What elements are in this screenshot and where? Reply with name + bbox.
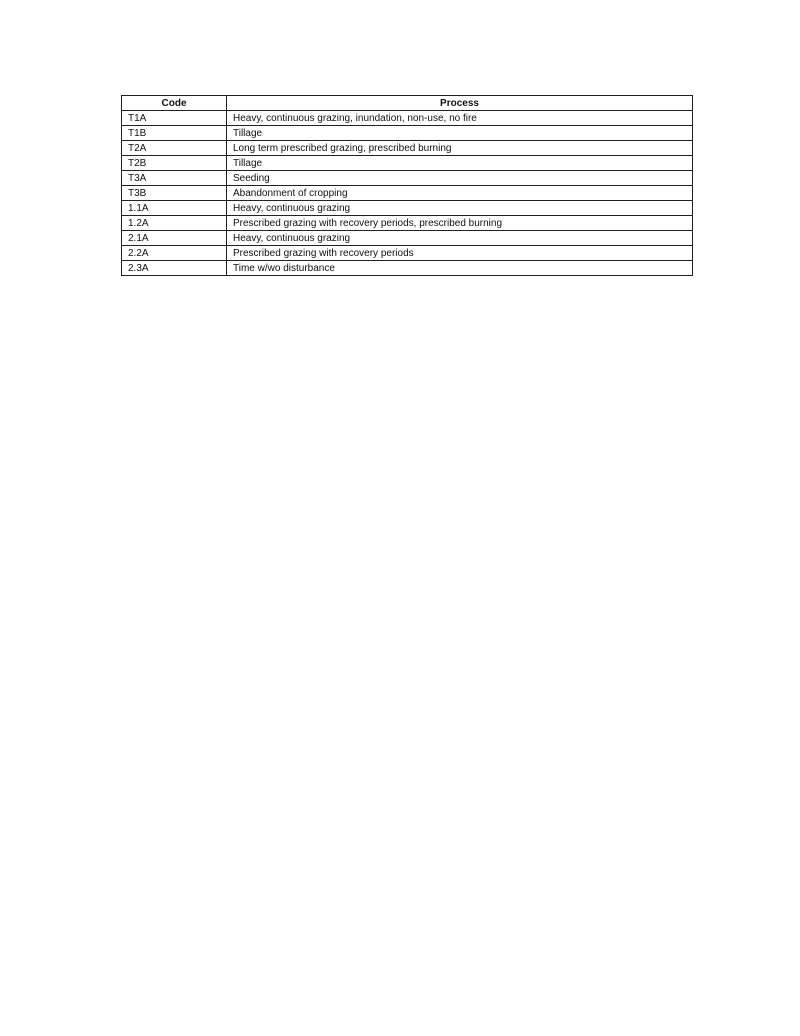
- table-row: [122, 171, 693, 186]
- cell-process: Heavy, continuous grazing: [227, 201, 693, 216]
- header-process: Process: [227, 96, 693, 111]
- header-code: Code: [122, 96, 227, 111]
- cell-process: Time w/wo disturbance: [227, 261, 693, 276]
- cell-code: T3A: [122, 171, 227, 186]
- table-row: [122, 201, 693, 216]
- cell-process: Tillage: [227, 156, 693, 171]
- cell-code: T2B: [122, 156, 227, 171]
- table-row: [122, 246, 693, 261]
- cell-process: Seeding: [227, 171, 693, 186]
- cell-code: T2A: [122, 141, 227, 156]
- cell-process: Heavy, continuous grazing, inundation, non-use, no fire: [227, 111, 693, 126]
- table-header-row: [122, 96, 693, 111]
- cell-process: Prescribed grazing with recovery periods, prescribed burning: [227, 216, 693, 231]
- cell-process: Long term prescribed grazing, prescribed burning: [227, 141, 693, 156]
- table-row: [122, 141, 693, 156]
- table-row: [122, 111, 693, 126]
- cell-code: T3B: [122, 186, 227, 201]
- table-row: [122, 126, 693, 141]
- cell-code: 2.1A: [122, 231, 227, 246]
- cell-process: Tillage: [227, 126, 693, 141]
- cell-code: 2.3A: [122, 261, 227, 276]
- cell-process: Prescribed grazing with recovery periods: [227, 246, 693, 261]
- table-row: [122, 231, 693, 246]
- cell-code: 2.2A: [122, 246, 227, 261]
- table-row: [122, 216, 693, 231]
- process-table: [121, 95, 693, 276]
- cell-code: 1.1A: [122, 201, 227, 216]
- table-row: [122, 261, 693, 276]
- cell-process: Abandonment of cropping: [227, 186, 693, 201]
- cell-code: 1.2A: [122, 216, 227, 231]
- cell-code: T1A: [122, 111, 227, 126]
- table-row: [122, 186, 693, 201]
- cell-code: T1B: [122, 126, 227, 141]
- table-row: [122, 156, 693, 171]
- cell-process: Heavy, continuous grazing: [227, 231, 693, 246]
